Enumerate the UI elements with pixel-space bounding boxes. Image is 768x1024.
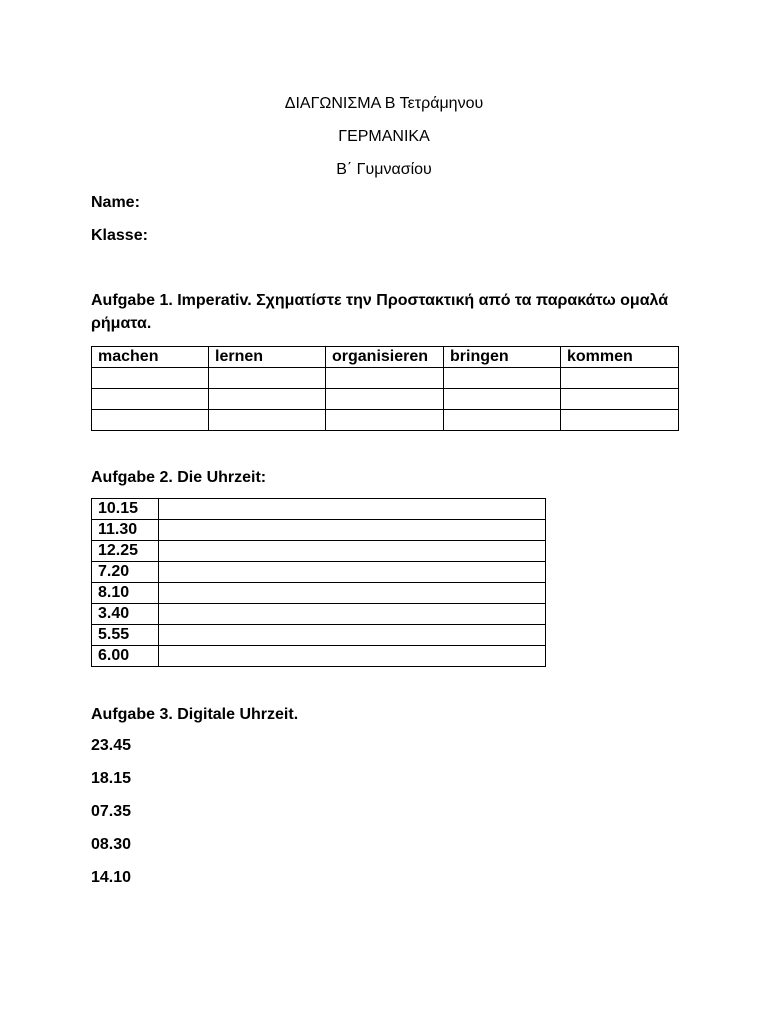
answer-cell[interactable] (92, 410, 209, 431)
verb-cell: machen (92, 347, 209, 368)
answer-cell[interactable] (92, 368, 209, 389)
time-answer-cell[interactable] (159, 562, 546, 583)
task2-heading: Aufgabe 2. Die Uhrzeit: (91, 469, 267, 486)
time-value: 10.15 (92, 499, 159, 520)
time-answer-cell[interactable] (159, 583, 546, 604)
grade-title: Β΄ Γυμνασίου (336, 161, 432, 178)
exam-title: ΔΙΑΓΩΝΙΣΜΑ Β Τετράμηνου (284, 95, 484, 112)
class-label: Klasse: (91, 227, 148, 244)
time-value: 11.30 (92, 520, 159, 541)
answer-cell[interactable] (561, 410, 679, 431)
subject-title: ΓΕΡΜΑΝΙΚΑ (338, 128, 430, 145)
answer-row (92, 368, 679, 389)
time-value: 12.25 (92, 541, 159, 562)
verb-cell: lernen (209, 347, 326, 368)
digital-time-item: 14.10 (91, 869, 132, 886)
answer-cell[interactable] (326, 368, 444, 389)
time-answer-cell[interactable] (159, 541, 546, 562)
answer-cell[interactable] (444, 368, 561, 389)
answer-row (92, 410, 679, 431)
task3-heading: Aufgabe 3. Digitale Uhrzeit. (91, 706, 299, 723)
answer-cell[interactable] (209, 389, 326, 410)
time-answer-cell[interactable] (159, 604, 546, 625)
time-row (92, 583, 546, 604)
answer-cell[interactable] (444, 389, 561, 410)
digital-time-item: 08.30 (91, 836, 132, 853)
digital-time-list (91, 736, 131, 901)
verbs-header-row (92, 347, 679, 368)
time-row (92, 604, 546, 625)
answer-row (92, 389, 679, 410)
answer-cell[interactable] (561, 389, 679, 410)
digital-time-item: 07.35 (91, 803, 132, 820)
time-value: 8.10 (92, 583, 159, 604)
answer-cell[interactable] (444, 410, 561, 431)
time-answer-cell[interactable] (159, 646, 546, 667)
time-row (92, 520, 546, 541)
verb-cell: organisieren (326, 347, 444, 368)
answer-cell[interactable] (326, 410, 444, 431)
digital-time-item: 23.45 (91, 737, 132, 754)
verb-cell: bringen (444, 347, 561, 368)
time-row (92, 625, 546, 646)
time-row (92, 541, 546, 562)
time-value: 6.00 (92, 646, 159, 667)
answer-cell[interactable] (561, 368, 679, 389)
answer-cell[interactable] (92, 389, 209, 410)
time-row (92, 562, 546, 583)
time-answer-cell[interactable] (159, 499, 546, 520)
time-row (92, 499, 546, 520)
task1-heading: Aufgabe 1. Imperativ. Σχηματίστε την Προστακτική από τα παρακάτω ομαλά ρήματα. (91, 292, 669, 332)
time-value: 7.20 (92, 562, 159, 583)
answer-cell[interactable] (209, 368, 326, 389)
time-value: 3.40 (92, 604, 159, 625)
name-label: Name: (91, 194, 140, 211)
digital-time-item: 18.15 (91, 770, 132, 787)
time-row (92, 646, 546, 667)
answer-cell[interactable] (326, 389, 444, 410)
verbs-table (91, 346, 679, 431)
time-table (91, 498, 546, 667)
time-value: 5.55 (92, 625, 159, 646)
time-answer-cell[interactable] (159, 520, 546, 541)
time-answer-cell[interactable] (159, 625, 546, 646)
answer-cell[interactable] (209, 410, 326, 431)
verb-cell: kommen (561, 347, 679, 368)
